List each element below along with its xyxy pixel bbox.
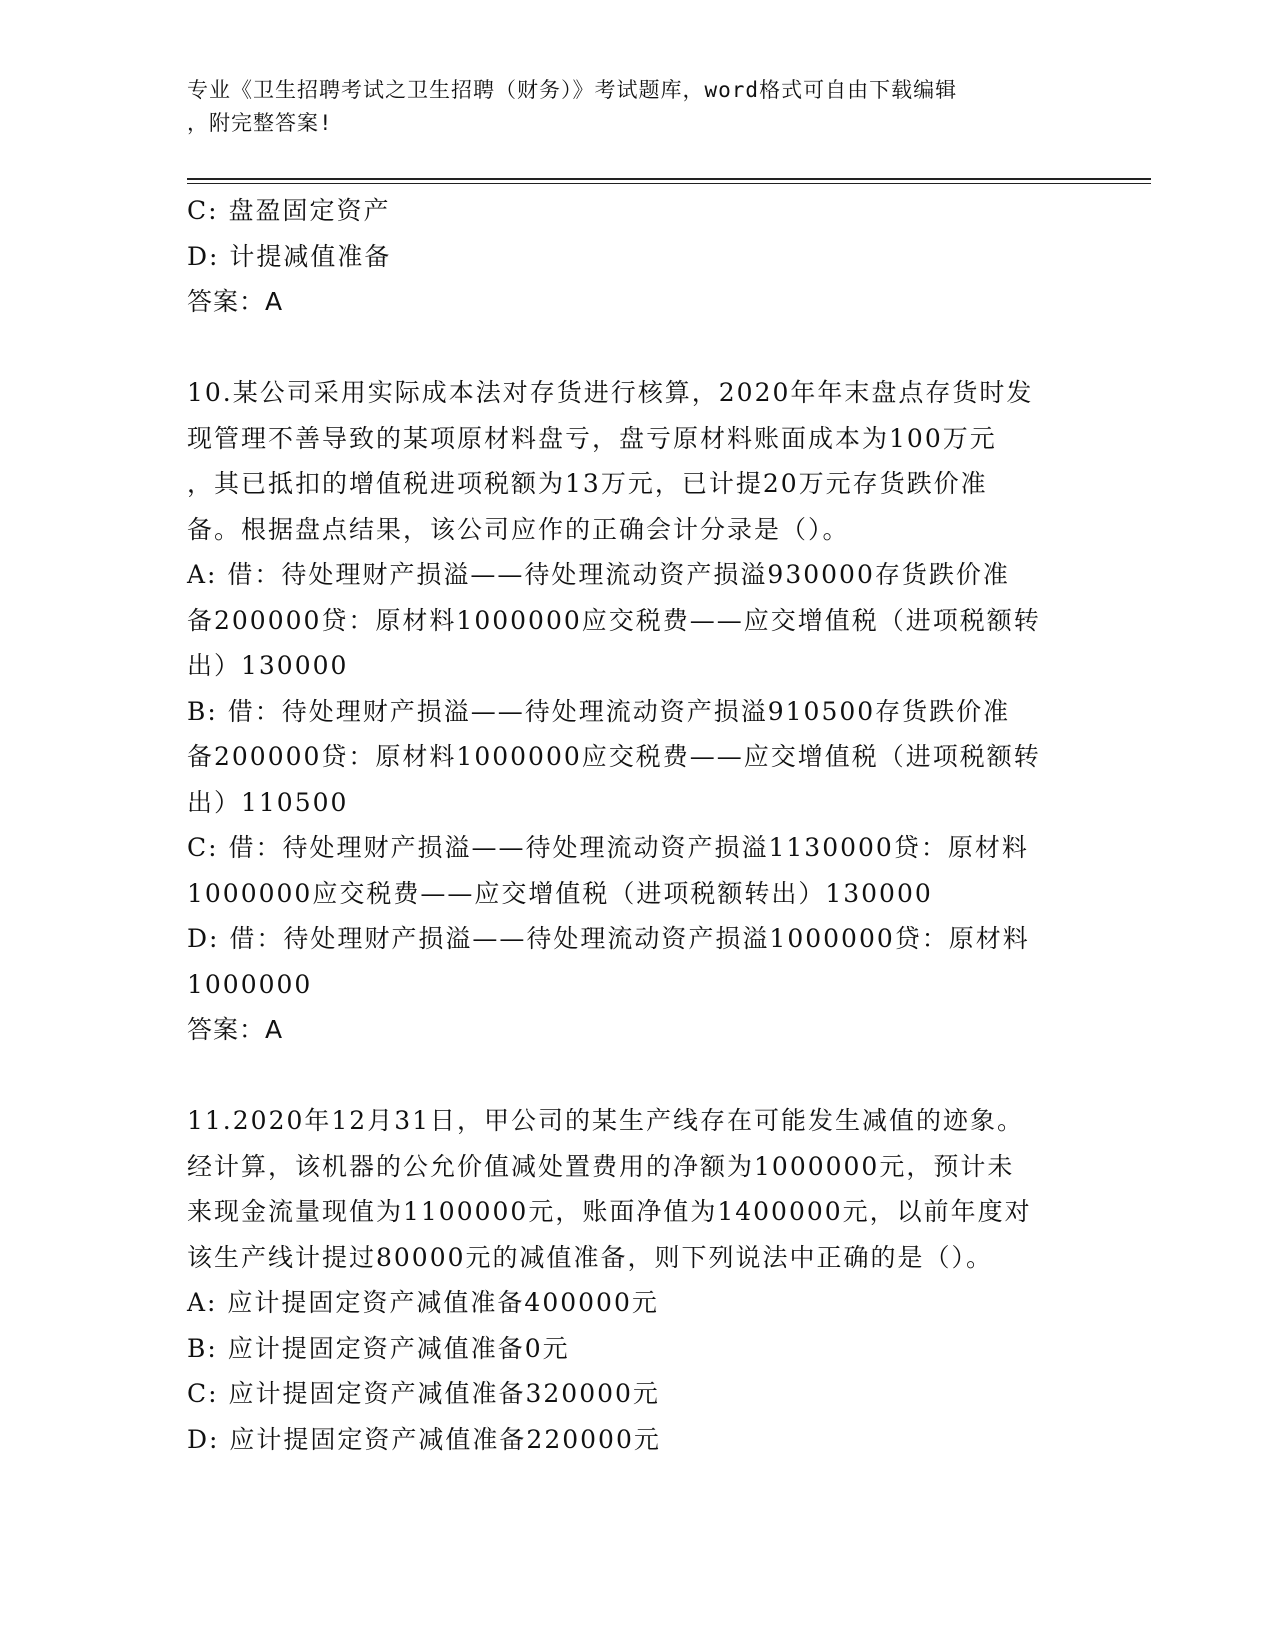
option-a: A: 应计提固定资产减值准备400000元 bbox=[187, 1288, 659, 1317]
option-a-line: 出）130000 bbox=[187, 651, 349, 680]
document-body bbox=[187, 188, 1087, 1462]
question-stem-line: ，其已抵扣的增值税进项税额为13万元，已计提20万元存货跌价准 bbox=[187, 469, 988, 498]
header-line-2: ，附完整答案! bbox=[187, 111, 333, 135]
option-b-line: 出）110500 bbox=[187, 787, 349, 817]
question-stem-line: 现管理不善导致的某项原材料盘亏，盘亏原材料账面成本为100万元 bbox=[187, 423, 997, 453]
header-line-1: 专业《卫生招聘考试之卫生招聘（财务）》考试题库，word格式可自由下载编辑 bbox=[187, 78, 958, 102]
question-stem-line: 11.2020年12月31日，甲公司的某生产线存在可能发生减值的迹象。 bbox=[187, 1106, 1025, 1135]
document-header bbox=[187, 74, 1067, 140]
option-c-line: 1000000应交税费——应交增值税（进项税额转出）130000 bbox=[187, 878, 933, 908]
option-d: D: 应计提固定资产减值准备220000元 bbox=[187, 1424, 661, 1454]
option-b-line: B: 借：待处理财产损溢——待处理流动资产损溢910500存货跌价准 bbox=[187, 696, 1011, 726]
header-divider-thin bbox=[187, 183, 1151, 184]
option-c: C: 应计提固定资产减值准备320000元 bbox=[187, 1379, 660, 1408]
question-spacer bbox=[187, 325, 1087, 371]
previous-question-tail bbox=[187, 188, 1087, 325]
question-stem-line: 10.某公司采用实际成本法对存货进行核算，2020年年末盘点存货时发 bbox=[187, 378, 1034, 407]
option-c: C: 盘盈固定资产 bbox=[187, 196, 391, 225]
question-spacer bbox=[187, 1053, 1087, 1099]
answer-line: 答案：A bbox=[187, 287, 284, 316]
question-stem-line: 经计算，该机器的公允价值减处置费用的净额为1000000元，预计未 bbox=[187, 1151, 1015, 1181]
option-d: D: 计提减值准备 bbox=[187, 241, 392, 271]
question-stem-line: 备。根据盘点结果，该公司应作的正确会计分录是（）。 bbox=[187, 514, 850, 544]
option-c-line: C: 借：待处理财产损溢——待处理流动资产损溢1130000贷：原材料 bbox=[187, 833, 1029, 862]
header-divider-thick bbox=[187, 178, 1151, 180]
question-stem-line: 来现金流量现值为1100000元，账面净值为1400000元，以前年度对 bbox=[187, 1197, 1032, 1226]
question-stem-line: 该生产线计提过80000元的减值准备，则下列说法中正确的是（）。 bbox=[187, 1242, 994, 1272]
option-a-line: A: 借：待处理财产损溢——待处理流动资产损溢930000存货跌价准 bbox=[187, 560, 1010, 589]
option-b: B: 应计提固定资产减值准备0元 bbox=[187, 1333, 570, 1363]
option-d-line: D: 借：待处理财产损溢——待处理流动资产损溢1000000贷：原材料 bbox=[187, 924, 1030, 953]
option-b-line: 备200000贷：原材料1000000应交税费——应交增值税（进项税额转 bbox=[187, 742, 1041, 771]
answer-line: 答案：A bbox=[187, 1015, 284, 1044]
question-11 bbox=[187, 1098, 1087, 1462]
option-d-line: 1000000 bbox=[187, 969, 313, 999]
option-a-line: 备200000贷：原材料1000000应交税费——应交增值税（进项税额转 bbox=[187, 605, 1041, 635]
question-10 bbox=[187, 370, 1087, 1053]
